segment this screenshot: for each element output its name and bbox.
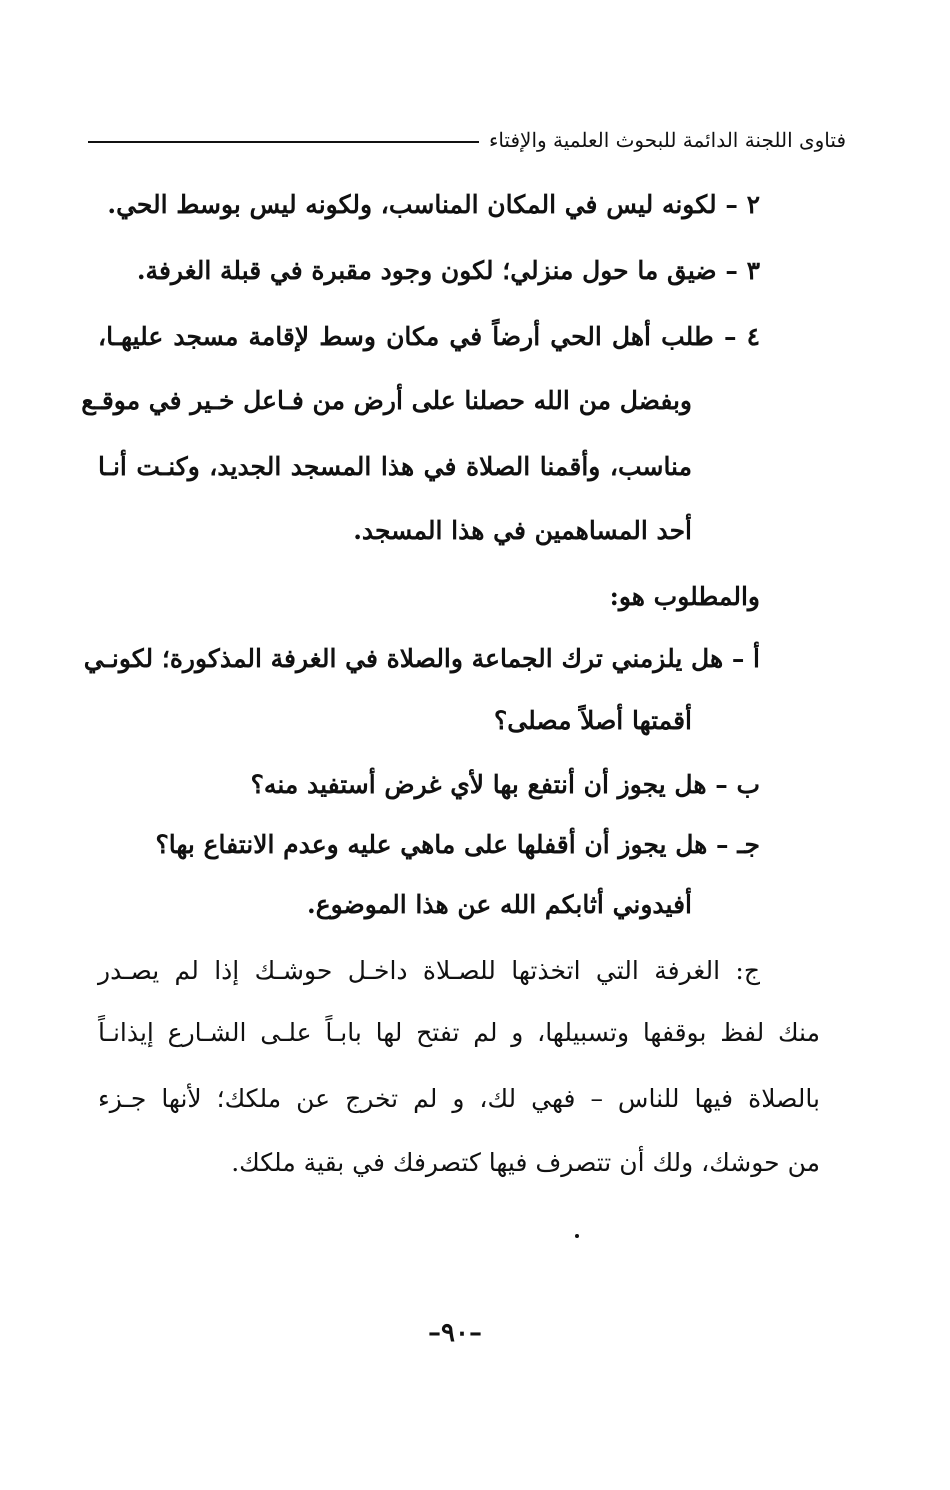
question-line: وبفضل من الله حصلنا على أرض من فـاعل خـير في موقـع: [81, 386, 692, 415]
question-line: جـ – هل يجوز أن أقفلها على ماهي عليه وعدم الانتفاع بها؟: [155, 830, 760, 859]
question-line: أفيدوني أثابكم الله عن هذا الموضوع.: [306, 890, 692, 919]
header-title: فتاوى اللجنة الدائمة للبحوث العلمية والإفتاء: [488, 128, 846, 152]
answer-line: من حوشك، ولك أن تتصرف فيها كتصرفك في بقية ملكك.: [231, 1148, 820, 1177]
question-line: ٣ – ضيق ما حول منزلي؛ لكون وجود مقبرة في قبلة الغرفة.: [136, 256, 760, 285]
question-line: أحد المساهمين في هذا المسجد.: [353, 516, 692, 545]
question-line: ب – هل يجوز أن أنتفع بها لأي غرض أستفيد منه؟: [250, 770, 760, 799]
question-line: ٢ – لكونه ليس في المكان المناسب، ولكونه ليس بوسط الحي.: [107, 190, 760, 219]
answer-line: بالصلاة فيها للناس – فهي لك، و لم تخرج عن ملكك؛ لأنها جـزء: [98, 1084, 820, 1113]
footer-dot: [575, 1234, 579, 1238]
header-rule: [88, 141, 479, 143]
answer-line: ج: الغرفة التي اتخذتها للصـلاة داخـل حوشـك إذا لم يصـدر: [98, 956, 760, 985]
answer-line: منك لفظ بوقفها وتسبيلها، و لم تفتح لها بابـاً علـى الشـارع إيذانـاً: [98, 1018, 820, 1047]
question-line: والمطلوب هو:: [609, 582, 760, 611]
page-number: –٩٠–: [428, 1318, 482, 1348]
question-line: مناسب، وأقمنا الصلاة في هذا المسجد الجديد، وكنـت أنـا: [98, 452, 692, 481]
running-header: [88, 120, 846, 160]
question-line: أقمتها أصلاً مصلى؟: [494, 706, 692, 735]
question-line: أ – هل يلزمني ترك الجماعة والصلاة في الغرفة المذكورة؛ لكونـي: [83, 644, 760, 673]
question-line: ٤ – طلب أهل الحي أرضاً في مكان وسط لإقامة مسجد عليهـا،: [98, 322, 760, 351]
